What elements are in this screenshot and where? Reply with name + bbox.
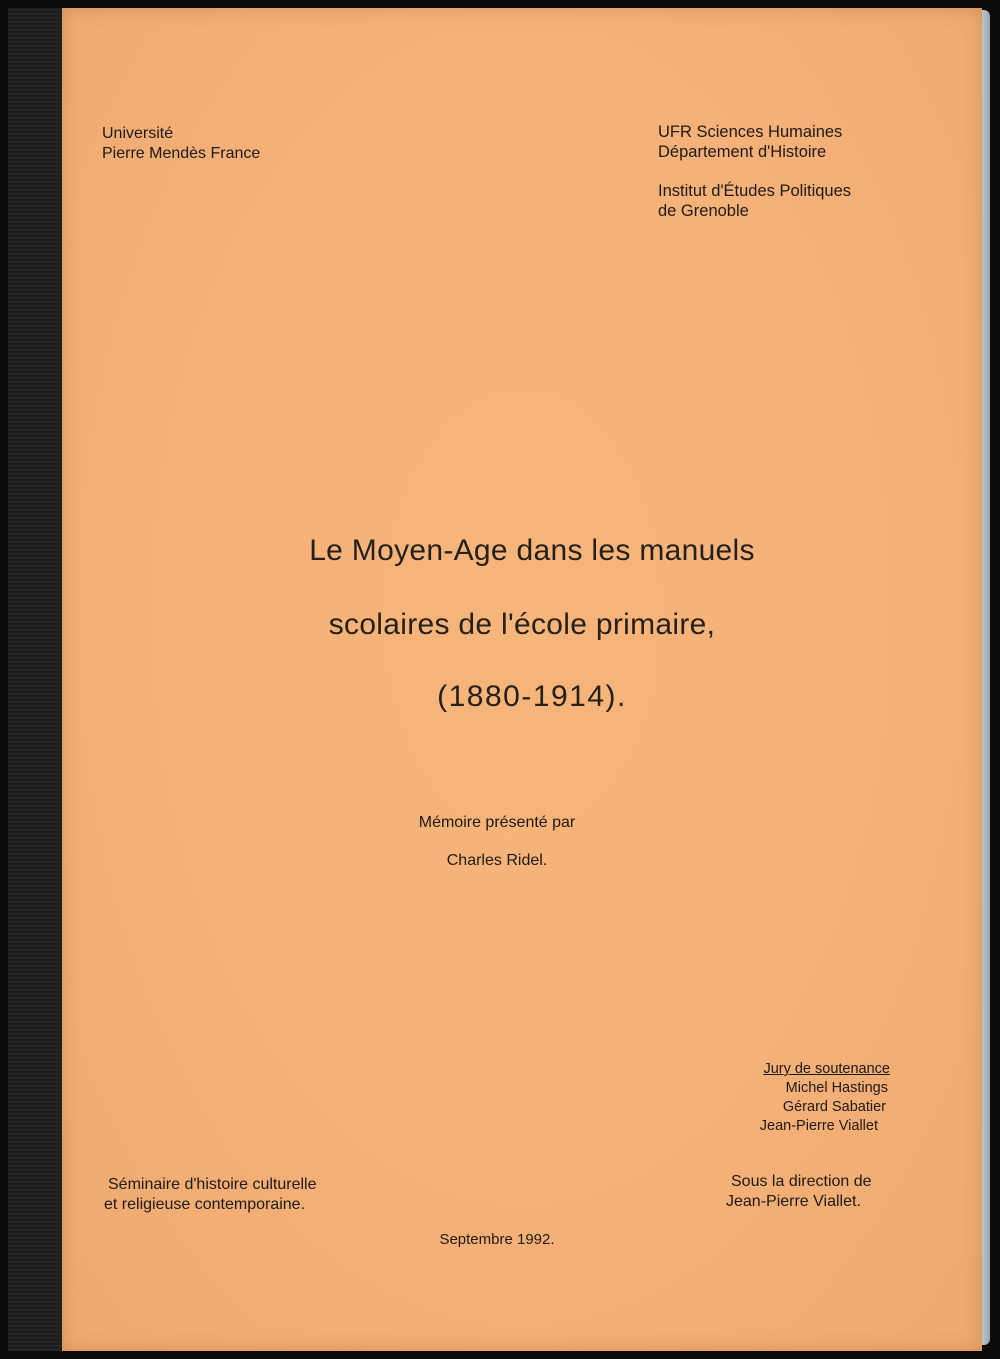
title-line2: scolaires de l'école primaire, xyxy=(328,608,716,641)
seminar-line2: et religieuse contemporaine. xyxy=(104,1196,306,1213)
university-block xyxy=(102,124,260,164)
jury-member: Gérard Sabatier xyxy=(782,1099,886,1115)
department-line: Département d'Histoire xyxy=(658,143,827,161)
direction-line1: Sous la direction de xyxy=(731,1173,872,1190)
binding-spine xyxy=(8,8,64,1351)
jury-heading: Jury de soutenance xyxy=(763,1061,890,1077)
direction-block xyxy=(726,1172,872,1212)
presented-by-label: Mémoire présenté par xyxy=(418,814,576,831)
title-line1: Le Moyen-Age dans les manuels xyxy=(309,534,755,567)
jury-member: Jean-Pierre Viallet xyxy=(759,1118,878,1134)
date-line: Septembre 1992. xyxy=(439,1231,555,1248)
title-line3: (1880-1914). xyxy=(437,680,627,713)
department-block xyxy=(658,122,851,221)
institute-line1: Institut d'Études Politiques xyxy=(658,182,852,200)
director-name: Jean-Pierre Viallet. xyxy=(726,1193,861,1210)
seminar-line1: Séminaire d'histoire culturelle xyxy=(108,1176,317,1193)
author-name: Charles Ridel. xyxy=(446,852,548,869)
faculty-line: UFR Sciences Humaines xyxy=(658,123,843,141)
seminar-block xyxy=(104,1175,317,1215)
jury-member: Michel Hastings xyxy=(785,1080,888,1096)
university-name-line1: Université xyxy=(102,125,174,142)
institute-line2: de Grenoble xyxy=(658,202,749,220)
university-name-line2: Pierre Mendès France xyxy=(102,145,261,162)
cover-page xyxy=(62,8,982,1351)
jury-block xyxy=(692,1060,890,1136)
